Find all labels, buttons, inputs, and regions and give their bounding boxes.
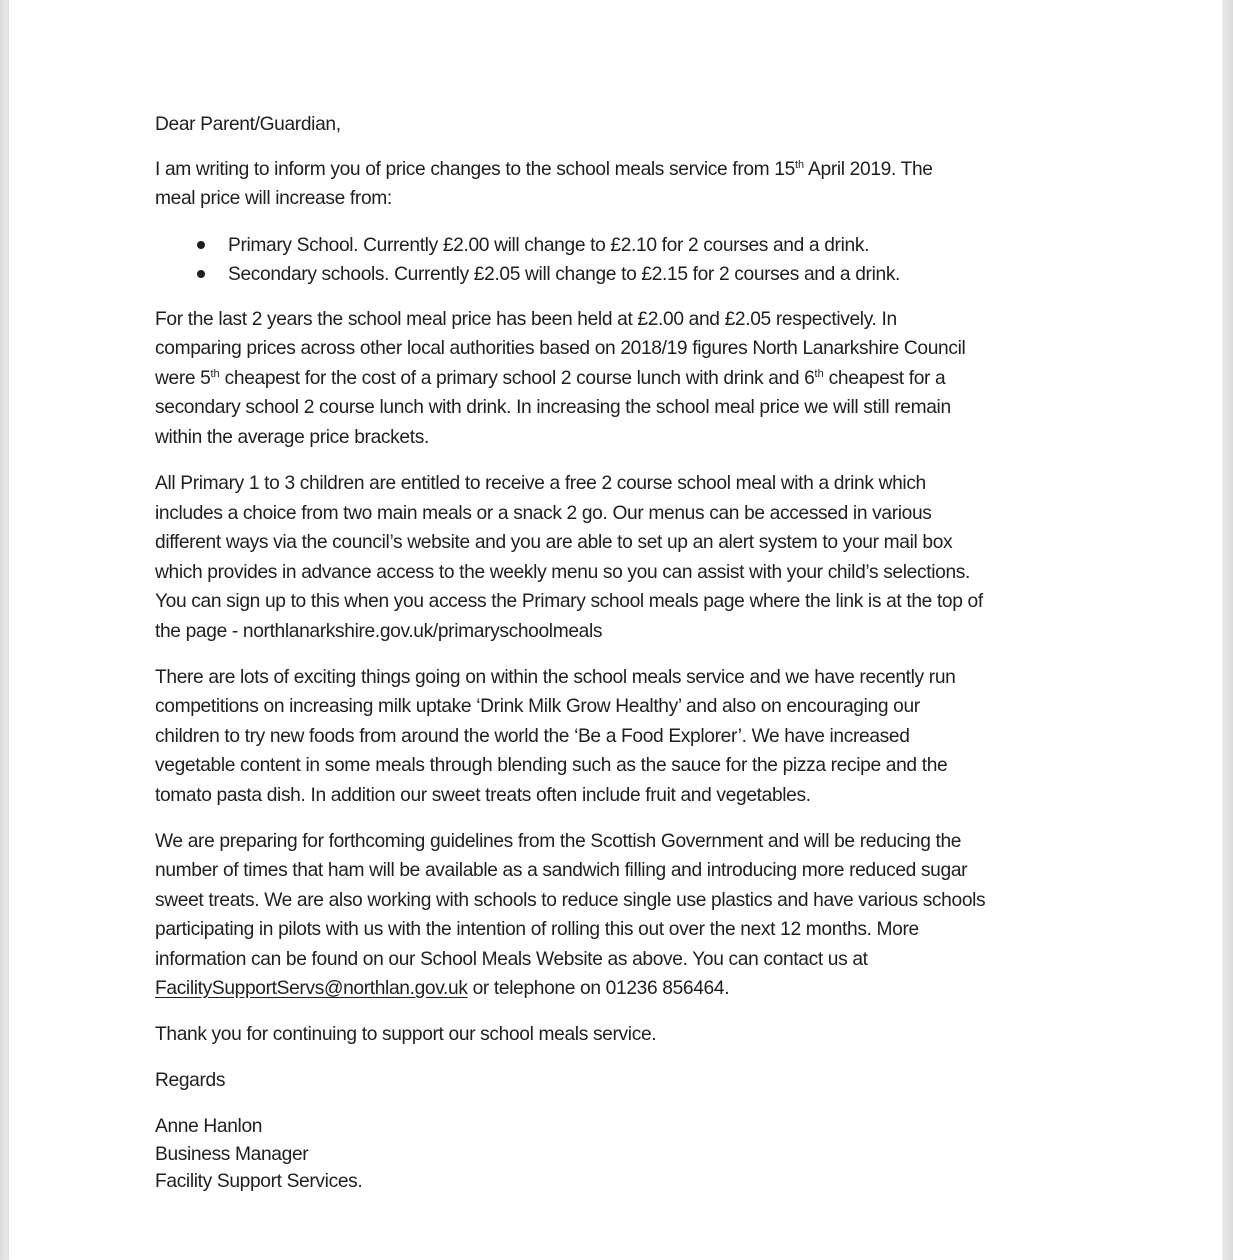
paragraph-line: We are preparing for forthcoming guidelines from the Scottish Government and will be reducing the: [155, 831, 962, 852]
paragraph-line: includes a choice from two main meals or a snack 2 go. Our menus can be accessed in various: [155, 503, 932, 524]
paragraph-line: competitions on increasing milk uptake ‘Drink Milk Grow Healthy’ and also on encouraging our: [155, 696, 920, 717]
paragraph-line: secondary school 2 course lunch with drink. In increasing the school meal price we will still remain: [155, 397, 951, 418]
paragraph-line: the page - northlanarkshire.gov.uk/primaryschoolmeals: [155, 621, 603, 642]
salutation: Dear Parent/Guardian,: [155, 114, 341, 135]
page-gutter-right: [1222, 0, 1233, 1260]
paragraph-line: You can sign up to this when you access the Primary school meals page where the link is at the top of: [155, 591, 983, 612]
closing: Regards: [155, 1070, 226, 1091]
paragraph-line: which provides in advance access to the weekly menu so you can assist with your child’s selections.: [155, 562, 970, 583]
paragraph-line: were 5th cheapest for the cost of a primary school 2 course lunch with drink and 6th cheapest for a: [155, 368, 946, 389]
signature-department: Facility Support Services.: [155, 1171, 363, 1192]
paragraph-line: There are lots of exciting things going on within the school meals service and we have recently run: [155, 667, 956, 688]
paragraph-line: within the average price brackets.: [155, 427, 429, 448]
intro-line: I am writing to inform you of price changes to the school meals service from 15th April 2019. The: [155, 159, 933, 180]
paragraph-line: vegetable content in some meals through blending such as the sauce for the pizza recipe and the: [155, 755, 948, 776]
price-change-item: Primary School. Currently £2.00 will change to £2.10 for 2 courses and a drink.: [228, 235, 870, 256]
paragraph-line: sweet treats. We are also working with schools to reduce single use plastics and have various schools: [155, 890, 986, 911]
bullet-icon: [197, 270, 205, 278]
paragraph-line: participating in pilots with us with the intention of rolling this out over the next 12 months. More: [155, 919, 919, 940]
price-change-item: Secondary schools. Currently £2.05 will change to £2.15 for 2 courses and a drink.: [228, 264, 901, 285]
paragraph-line: comparing prices across other local authorities based on 2018/19 figures North Lanarkshire Council: [155, 338, 966, 359]
paragraph-line: For the last 2 years the school meal price has been held at £2.00 and £2.05 respectively. In: [155, 309, 897, 330]
contact-email-link[interactable]: FacilitySupportServs@northlan.gov.uk: [155, 978, 468, 999]
signature-title: Business Manager: [155, 1144, 309, 1165]
intro-line: meal price will increase from:: [155, 188, 392, 209]
paragraph-line: children to try new foods from around the world the ‘Be a Food Explorer’. We have increased: [155, 726, 910, 747]
paragraph-line: information can be found on our School Meals Website as above. You can contact us at: [155, 949, 868, 970]
paragraph-line: tomato pasta dish. In addition our sweet treats often include fruit and vegetables.: [155, 785, 811, 806]
paragraph-line: FacilitySupportServs@northlan.gov.uk or telephone on 01236 856464.: [155, 978, 730, 999]
page-gutter-left: [0, 0, 9, 1260]
signature-name: Anne Hanlon: [155, 1116, 263, 1137]
paragraph-line: different ways via the council’s website and you are able to set up an alert system to your mail box: [155, 532, 953, 553]
thanks-line: Thank you for continuing to support our school meals service.: [155, 1024, 657, 1045]
paragraph-line: All Primary 1 to 3 children are entitled to receive a free 2 course school meal with a drink which: [155, 473, 926, 494]
paragraph-line: number of times that ham will be available as a sandwich filling and introducing more reduced sugar: [155, 860, 968, 881]
bullet-icon: [197, 241, 205, 249]
